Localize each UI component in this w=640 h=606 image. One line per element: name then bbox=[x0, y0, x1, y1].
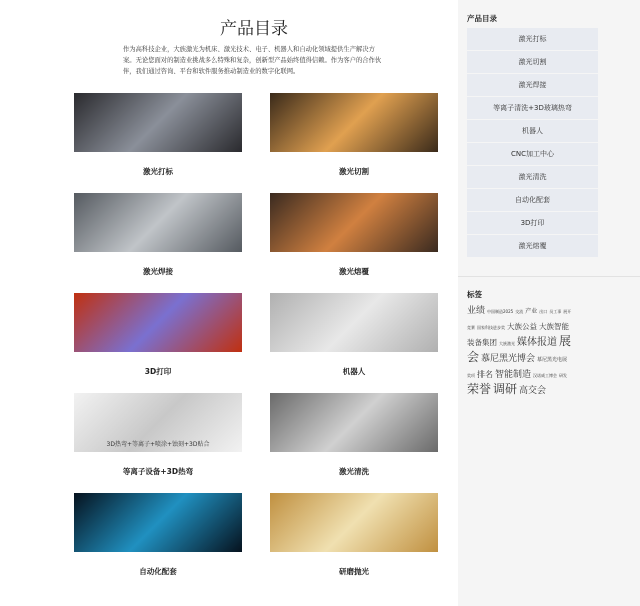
product-card[interactable] bbox=[270, 393, 438, 477]
tags-title: 标签 bbox=[467, 290, 482, 299]
tag-link[interactable]: 业绩 bbox=[467, 306, 486, 316]
menu-item[interactable]: 激光焊接 bbox=[467, 74, 598, 97]
product-image[interactable] bbox=[74, 93, 242, 152]
product-card[interactable] bbox=[270, 93, 438, 177]
product-image[interactable] bbox=[270, 393, 438, 452]
product-label[interactable]: 等离子设备+3D热弯 bbox=[122, 467, 194, 476]
image-caption: 3D热弯+等离子+喷涂+蚀刻+3D贴合 bbox=[106, 441, 210, 448]
product-image[interactable] bbox=[270, 93, 438, 152]
tag-link[interactable]: 慕尼黑光博会 bbox=[481, 354, 536, 364]
product-image[interactable] bbox=[270, 493, 438, 552]
tag-link[interactable]: 交流 bbox=[515, 309, 524, 314]
menu-title: 产品目录 bbox=[467, 14, 497, 23]
tag-link[interactable]: 员工事 bbox=[549, 309, 562, 314]
product-image[interactable] bbox=[74, 393, 242, 452]
tag-link[interactable]: 大族公益 bbox=[507, 322, 537, 331]
product-label[interactable]: 激光清洗 bbox=[339, 467, 369, 476]
product-label[interactable]: 自动化配套 bbox=[139, 567, 177, 576]
product-card[interactable] bbox=[74, 93, 242, 177]
tag-link[interactable]: 出口 bbox=[539, 309, 548, 314]
tag-link[interactable]: 智能制造 bbox=[495, 370, 532, 380]
product-label[interactable]: 激光切割 bbox=[339, 167, 369, 176]
menu-item[interactable]: 激光打标 bbox=[467, 28, 598, 51]
product-card[interactable] bbox=[74, 293, 242, 377]
product-card[interactable] bbox=[74, 493, 242, 577]
sidebar bbox=[458, 0, 640, 606]
product-label[interactable]: 激光熔覆 bbox=[339, 267, 369, 276]
tag-link[interactable]: 产业 bbox=[525, 308, 538, 315]
product-label[interactable]: 机器人 bbox=[342, 367, 366, 376]
tag-cloud bbox=[467, 302, 573, 397]
tag-link[interactable]: 研发 bbox=[559, 373, 568, 378]
intro-text: 作为高科技企业，大族激光为机床、激光技术、电子、机器人和自动化领域提供生产解决方案。无论您面对的制造业挑战多么特殊和复杂，创新型产品始终值得信赖。作为客户的合作伙伴，我们通过咨询、平台和软件服务推动制造业的数字化联网。 bbox=[123, 46, 382, 75]
tag-link[interactable]: 高交会 bbox=[519, 386, 547, 396]
menu-item[interactable]: CNC加工中心 bbox=[467, 143, 598, 166]
product-image[interactable] bbox=[270, 293, 438, 352]
tag-link[interactable]: 媒体报道 bbox=[517, 337, 557, 348]
menu-item[interactable]: 激光切割 bbox=[467, 51, 598, 74]
product-card[interactable] bbox=[270, 493, 438, 577]
product-image[interactable] bbox=[74, 193, 242, 252]
menu-item[interactable]: 激光清洗 bbox=[467, 166, 598, 189]
divider bbox=[458, 276, 640, 277]
product-card[interactable] bbox=[270, 293, 438, 377]
product-card[interactable] bbox=[74, 393, 242, 477]
product-menu bbox=[467, 28, 598, 258]
tag-link[interactable]: 国家科技进步奖 bbox=[477, 325, 505, 330]
tag-link[interactable]: 汉诺威工博会 bbox=[533, 373, 558, 378]
product-image[interactable] bbox=[74, 493, 242, 552]
menu-item[interactable]: 自动化配套 bbox=[467, 189, 598, 212]
tag-link[interactable]: 中国制造2025 bbox=[487, 309, 514, 314]
product-image[interactable] bbox=[74, 293, 242, 352]
tag-link[interactable]: 展开竞赛 bbox=[467, 309, 572, 330]
product-image[interactable] bbox=[270, 193, 438, 252]
page-title: 产品目录 bbox=[220, 19, 288, 39]
product-card[interactable] bbox=[74, 193, 242, 277]
tag-link[interactable]: 荣誉 bbox=[467, 382, 492, 396]
product-label[interactable]: 激光打标 bbox=[143, 167, 173, 176]
product-card[interactable] bbox=[270, 193, 438, 277]
menu-item[interactable]: 3D打印 bbox=[467, 212, 598, 235]
tag-link[interactable]: 排名 bbox=[477, 370, 493, 379]
tag-link[interactable]: 慕尼黑光电展 bbox=[537, 357, 568, 363]
product-label[interactable]: 研磨抛光 bbox=[339, 567, 369, 576]
tag-link[interactable]: 奖项 bbox=[467, 373, 475, 378]
product-label[interactable]: 激光焊接 bbox=[143, 267, 173, 276]
tag-link[interactable]: 调研 bbox=[493, 382, 518, 396]
tag-link[interactable]: 大族智能装备集团 bbox=[467, 322, 569, 347]
tag-link[interactable]: 展会 bbox=[467, 334, 572, 364]
menu-item[interactable]: 等离子清洗+3D玻璃热弯 bbox=[467, 97, 598, 120]
menu-item[interactable]: 激光熔覆 bbox=[467, 235, 598, 258]
product-label[interactable]: 3D打印 bbox=[144, 367, 172, 376]
tag-link[interactable]: 大族激光 bbox=[499, 341, 515, 346]
menu-item[interactable]: 机器人 bbox=[467, 120, 598, 143]
